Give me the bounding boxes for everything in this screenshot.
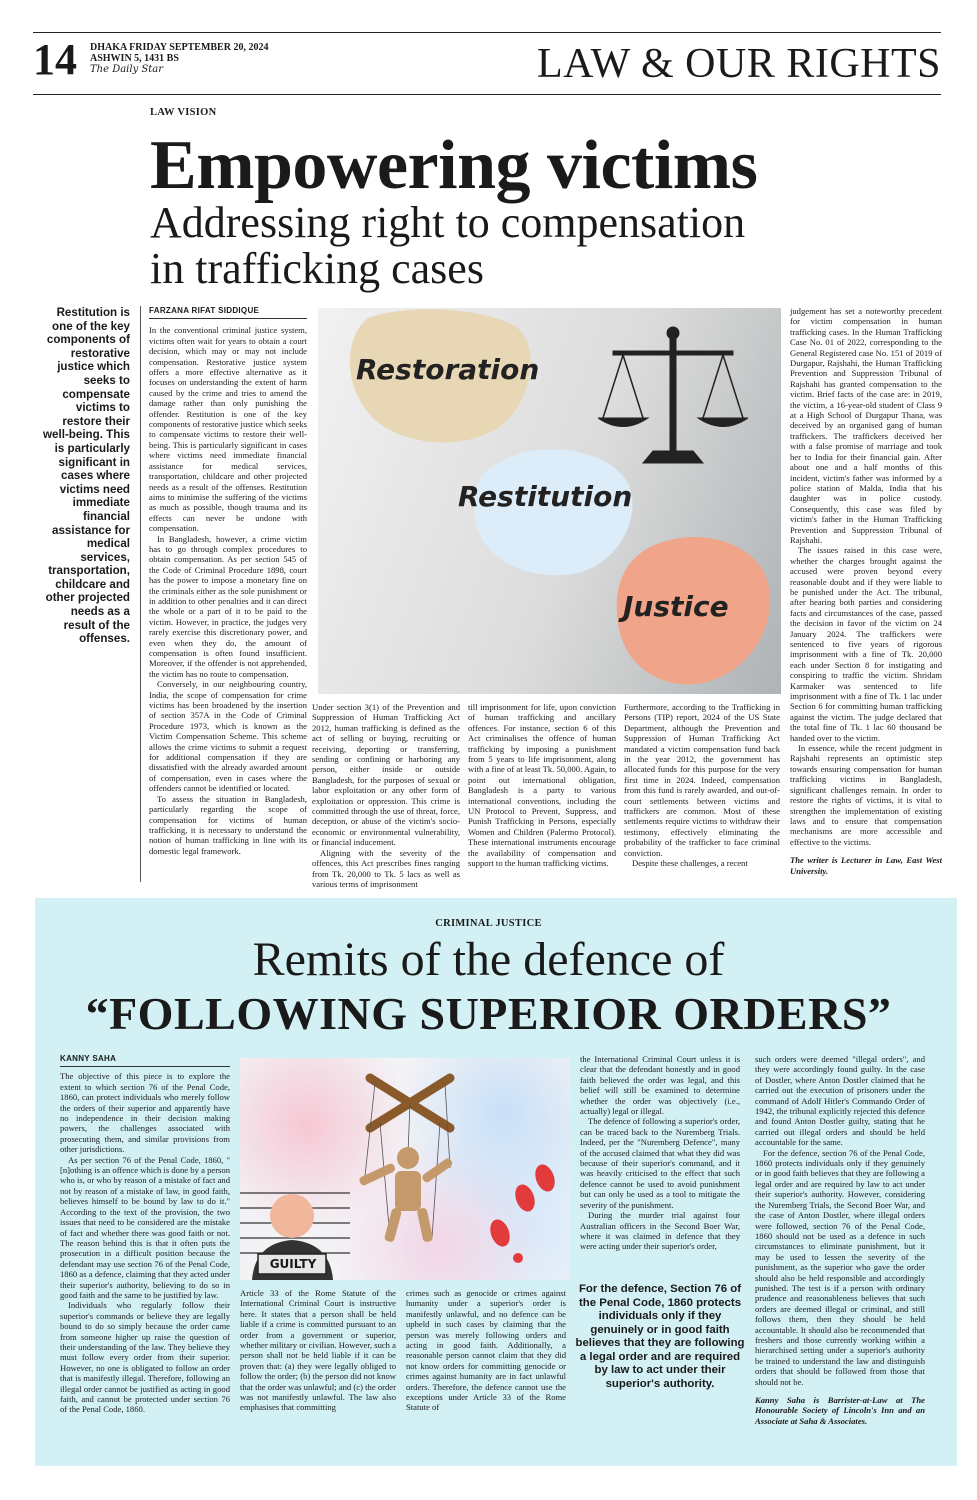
article1-headline: Empowering victims [150,127,758,204]
paragraph: In the conventional criminal justice system, victims often wait for years to obtain a court decision, which may or may not include compensation. Restorative justice system offers a more effective alternative as it focuses on understanding the extent of harm caused by the crime and tries to amend the damage rather than only punishing the offender. Restitution is one of the key components of restorative justice which seeks to compensate victims to restore their well-being. This is particularly significant in cases where victims need immediate financial assistance for medical services, transportation, childcare and other projected needs as a result of the offenses. Restitution aims to minimise the suffering of the victims as much as possible, though trauma and its effects can never be undone with compensation. [149,325,307,534]
dateline: DHAKA FRIDAY SEPTEMBER 20, 2024 [90,42,269,53]
article2-column-2 [240,1288,396,1413]
paragraph: Individuals who regularly follow their superior's commands or believe they are legally bound to do so simply because the order came from someone higher up raise the question of their understanding of the law. They believe they must follow every order from their superior. However, no one is obligated to follow an order that is manifestly illegal. Therefore, following an illegal order cannot be justified as acting in good faith, and cannot be protected under section 76 of the Penal Code, 1860. [60,1300,230,1415]
article1-column-5 [790,306,942,876]
article2-byline: KANNY SAHA [60,1054,230,1067]
paragraph: The issues raised in this case were, whether the charges brought against the accused were proven beyond every reasonable doubt and if they were liable to be punished under the Act. The tribunal, after hearing both parties and considering facts and circumstances of the case, passed the decision in favor of the victim on 24 January 2024. The traffickers were sentenced to five years of rigorous imprisonment with a fine of Tk. 20,000 each under Section 8 for instigating and conspiring to traffic the victim. Shridam Karmaker was sentenced to life imprisonment with a fine of Tk. 1 lac under Section 6 for committing human trafficking against the victim. The judge declared that the total fine of Tk. 1 lac 60 thousand be handed over to the victim. [790,545,942,743]
article2-pullquote: For the defence, Section 76 of the Penal Code, 1860 protects individuals only if they genuinely or in good faith believes that they are following a legal order and are required by law to act under their superior's authority. [575,1283,745,1390]
article2-column-3 [406,1288,566,1413]
article2-column-5 [755,1054,925,1426]
paragraph: To assess the situation in Bangladesh, particularly regarding the scope of compensation for victims of human trafficking, it is necessary to understand the notion of human trafficking in line with its domestic legal framework. [149,793,307,856]
page-number: 14 [33,35,77,84]
scales-of-justice-icon [598,323,748,473]
article1-column-3 [468,702,616,869]
paragraph: Aligning with the severity of the offences, this Act prescribes fines ranging from Tk. 20,000 to Tk. 5 lacs as well as various terms of imprisonment [312,847,460,889]
guilty-sign-label: GUILTY [269,1257,317,1271]
paragraph: The defence of following a superior's order, can be traced back to the Nuremberg Trials. Indeed, per the "Nuremberg Defence", many of the accused claimed that what they did was because of their superior's command, and it was heavily criticised to the effect that such defence cannot be used to avoid punishment but can only be used as a tool to mitigate the severity of the punishment. [580,1116,740,1210]
paragraph: crimes such as genocide or crimes against humanity under a superior's order is manifestly unlawful, and no defence can be upheld in such cases by claiming that the person was merely following orders and acting in good faith. Additionally, a reasonable person cannot claim that they did not know orders for committing genocide or crimes against humanity are in fact unlawful orders. Therefore, the defence cannot use the exceptions under Article 33 of the Rome Statute of [406,1288,566,1413]
paragraph: During the murder trial against four Australian officers in the Second Boer War, where it was claimed in defence that they were acting under their superior's order, [580,1210,740,1252]
article1-pullquote: Restitution is one of the key components of restorative justice which seeks to compensate victims to restore their well-being. This is particularly significant in cases where victims need immediate financial assistance for medical services, transportation, childcare and other projected needs as a result of the offenses. [43,306,130,646]
paragraph: For the defence, section 76 of the Penal Code, 1860 protects individuals only if they genuinely or in good faith believes that they are following a legal order and are required by law to act under their superior's authority. However, considering the Nuremberg Trials, the Second Boer War, and the case of Anton Dostler, where illegal orders were followed, section 76 of the Penal Code, 1860 should not be used as a defence in such circumstances to eliminate punishment, but it may be used to lessen the severity of the punishment, as the superior who gave the order should also be held responsible and accordingly punished. The test is if a person with ordinary prudence and reasonableness believes that such orders are deemed illegal or criminal, and still follows them, then they should be held accountable. It should also be recommended that freshers and those currently working within a hierarchised setting under a superior's authority be trained to understand the law and distinguish orders that should be followed from those that should not be. [755,1147,925,1387]
paragraph: judgement has set a noteworthy precedent for victim compensation in human trafficking cases. In the Human Trafficking Case No. 01 of 2022, corresponding to the General Registered case No. 151 of 2019 of Durgapur, Rajshahi, the Human Trafficking Prevention and Suppression Tribunal of Rajshahi has granted compensation to the victim. Brief facts of the case are: in 2019, the victim, a 16-year-old student of Class 9 at a High School of Durgapur Thana, was deceived by an organised gang of human traffickers. The traffickers deceived her with a false promise of marriage and took her to India for their financial gain. After about one and a half months of this incident, victim's father was informed by a police station of Malda, India that his daughter was in police custody. Consequently, this case was filed by victim's father in the Human Trafficking Prevention and Suppression Tribunal of Rajshahi. [790,306,942,545]
masthead [90,42,268,75]
article2-illustration [240,1058,570,1280]
article2-writer-note: Kanny Saha is Barrister-at-Law at The Honourable Society of Lincoln's Inn and an Associate at Saha & Associates. [755,1395,925,1426]
article1-deck-line1: Addressing right to compensation [150,198,746,247]
paper-name: The Daily Star [90,64,164,75]
paragraph: such orders were deemed "illegal orders", and they were accordingly found guilty. In the case of Dostler, where Anton Dostler claimed that he carried out the execution of prisoners under the command of Adolf Hitler's Commando Order of 1942, the tribunal explicitly rejected this defence and found Anton Dostler guilty, stating that he carried out illegal orders and should be held accountable for the same. [755,1054,925,1148]
paragraph: Furthermore, according to the Trafficking in Persons (TIP) report, 2024 of the US State Department, although the Prevention and Suppression of Human Trafficking Act mandated a victim compensation fund back in the year 2012, the government has allocated funds for this purpose for the very first time in 2024. Indeed, compensation from this fund is rarely awarded, and out-of-court settlements between victims and traffickers are common. Most of these settlements require victims to withdraw their testimony, effectively eliminating the probability of the trafficker to face criminal conviction. [624,702,780,858]
article1-deck [150,200,950,292]
puppet-and-prisoner-icon [240,1058,570,1280]
article1-column-1 [149,306,307,856]
header-rule [33,94,941,95]
article2-column-4 [580,1054,740,1252]
column-divider [140,306,141,882]
article2-column-1 [60,1054,230,1415]
article1-column-4 [624,702,780,869]
article2-headline-line2: “FOLLOWING SUPERIOR ORDERS” [85,988,892,1039]
paragraph: the International Criminal Court unless it is clear that the defendant honestly and in good faith believed the order was legal, and this belief will still be examined to determine whether the order was objectively (i.e., actually) legal or illegal. [580,1054,740,1117]
bangla-date: ASHWIN 5, 1431 BS [90,53,179,64]
restoration-label: Restoration [356,353,540,386]
article1-column-2 [312,702,460,889]
paragraph: Article 33 of the Rome Statute of the International Criminal Court is instructive here. It states that a person shall be held liable if a crime is committed pursuant to an order from a government or superior, whether military or civilian. However, such a person shall not be held liable if it can be proven that: (a) they were legally obliged to follow the order; (b) the person did not know that the order was unlawful; and (c) the order was not manifestly unlawful. The law also emphasises that committing [240,1288,396,1413]
article1-deck-line2: in trafficking cases [150,244,484,293]
article1-byline: FARZANA RIFAT SIDDIQUE [149,306,307,319]
paragraph: Despite these challenges, a recent [632,858,748,869]
article2-kicker: CRIMINAL JUSTICE [435,918,542,929]
article2-headline-line1: Remits of the defence of [252,933,725,986]
article1-kicker: LAW VISION [150,107,217,118]
paragraph: In essence, while the recent judgment in Rajshahi represents an optimistic step towards ensuring compensation for human trafficking victims in Bangladesh, significant challenges remain. In order to restore the rights of victims, it is vital to strengthen the implementation of existing laws and to ensure that compensation mechanisms are more accessible and effective to the victims. [790,743,942,847]
paragraph: Under section 3(1) of the Prevention and Suppression of Human Trafficking Act 2012, human trafficking is defined as the act of selling or buying, recruiting or receiving, deporting or transferring, sending or confining or harboring any person, either inside or outside Bangladesh, for the purposes of sexual or labor exploitation or any other form of exploitation or oppression. This crime is committed through the use of threat, force, deception, or abuse of the victim's socio-economic or environmental vulnerability, or financial inducement. [312,702,460,848]
paragraph: till imprisonment for life, upon conviction of human trafficking and ancillary offences. For instance, section 6 of this Act criminalises the offence of human trafficking by imposing a punishment from 5 years to life imprisonment, along with a fine of at least Tk. 50,000. Again, to point out international obligation, Bangladesh is a party to various international conventions, including the UN Protocol to Prevent, Suppress, and Punish Trafficking in Persons, especially Women and Children (Palermo Protocol). These international instruments encourage the availability of compensation and support to the human trafficking victims. [468,702,616,869]
article1-writer-note: The writer is Lecturer in Law, East West University. [790,855,942,876]
justice-label: Justice [623,590,729,623]
paragraph: In Bangladesh, however, a crime victim has to go through complex procedures to obtain compensation. As per section 545 of the Code of Criminal Procedure 1898, court has the power to impose a monetary fine on the criminals either as the sole punishment or in addition to other penalties and it can direct the whole or a part of it to be paid to the victim. However, in practice, the judges very rarely exercise this discretionary power, and even when they do, the amount of compensation is often found insufficient. Moreover, if the offender is not apprehended, the victim has no route to compensation. [149,533,307,679]
paragraph: The objective of this piece is to explore the extent to which section 76 of the Penal Code, 1860, can protect individuals who merely follow the orders of their superior and apparently have no independence in their decision making powers, the challenges associated with prosecuting them, and similar provisions from other jurisdictions. [60,1071,230,1155]
section-title: LAW & OUR RIGHTS [536,41,941,87]
paragraph: Conversely, in our neighbouring country, India, the scope of compensation for crime victims has been broadened by the insertion of section 357A in the Code of Criminal Procedure 1973, which is known as the Victim Compensation Scheme. This scheme allows the crime victims to submit a request for additional compensation if they are dissatisfied with the already awarded amount of compensation, even in cases where the offenders cannot be identified or located. [149,679,307,794]
restitution-label: Restitution [458,480,633,513]
article1-illustration [318,308,781,694]
paragraph: As per section 76 of the Penal Code, 1860, "[n]othing is an offence which is done by a person who is, or who by reason of a mistake of fact and not by reason of a mistake of law, in good faith, believes himself to be bound by law to do it." According to the text of the provision, the two issues that need to be considered are the mistake of fact and whether there was good faith or not. The reason behind this is that it often puts the prosecution in a difficult position because the defendant may use section 76 of the Penal Code, 1860 as a defence, claiming that they acted under their superior's authority, believing to do so in good faith and the same to be justified by law. [60,1154,230,1300]
top-rule [33,32,941,33]
